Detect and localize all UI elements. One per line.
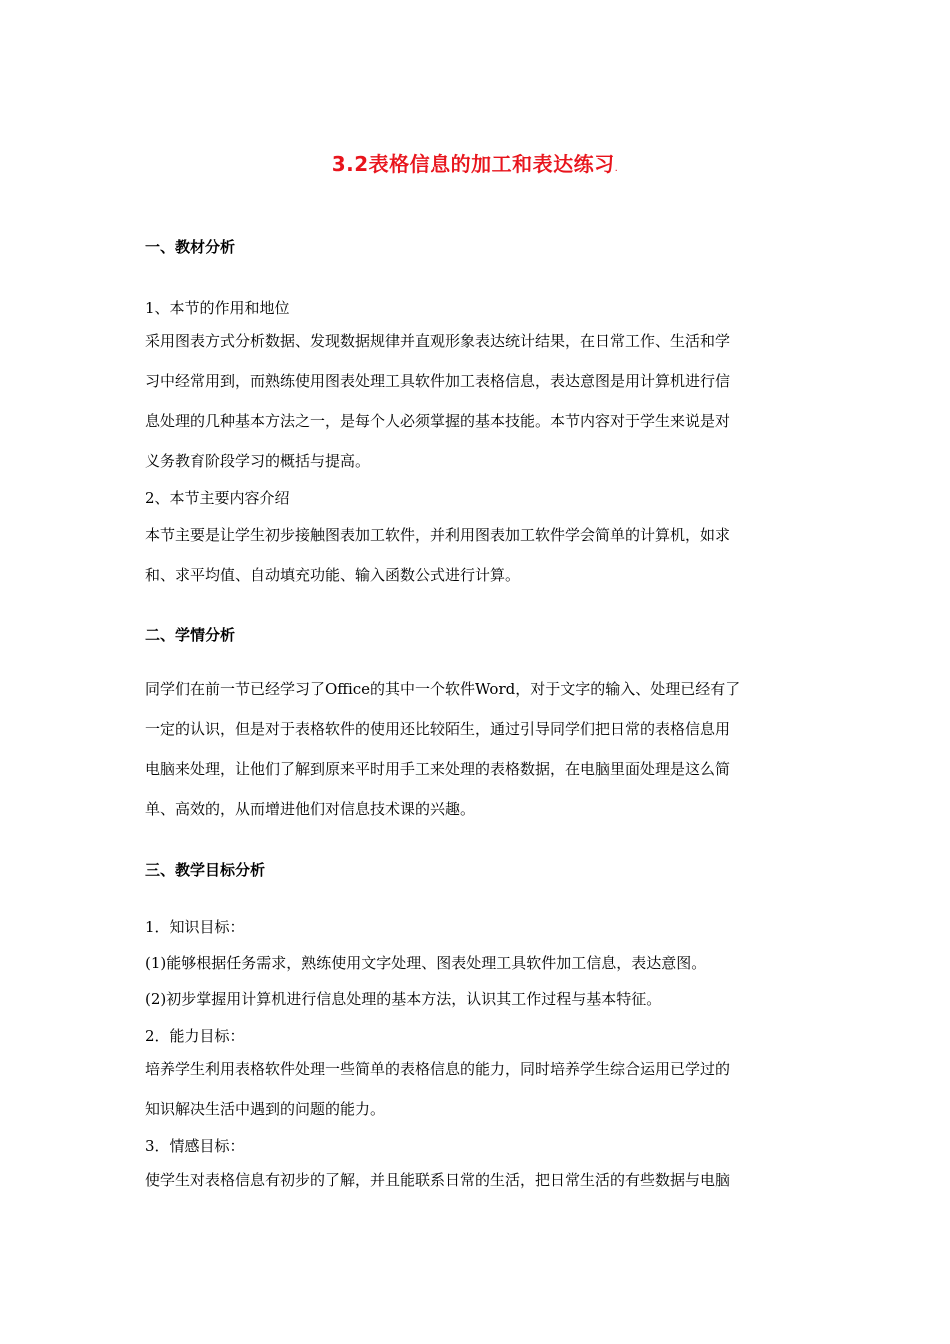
goal-1-item-1: (1)能够根据任务需求，熟练使用文字处理、图表处理工具软件加工信息，表达意图。 xyxy=(145,954,707,972)
title-mark: . xyxy=(614,163,619,174)
paragraph-line: 采用图表方式分析数据、发现数据规律并直观形象表达统计结果，在日常工作、生活和学 xyxy=(145,332,731,350)
section-heading-2: 二、学情分析 xyxy=(145,626,236,644)
goal-3-label: 3．情感目标： xyxy=(145,1137,245,1155)
paragraph-line: 本节主要是让学生初步接触图表加工软件，并利用图表加工软件学会简单的计算机，如求 xyxy=(145,526,731,544)
paragraph-line: 息处理的几种基本方法之一，是每个人必须掌握的基本技能。本节内容对于学生来说是对 xyxy=(145,412,731,430)
paragraph-line: 培养学生利用表格软件处理一些简单的表格信息的能力，同时培养学生综合运用已学过的 xyxy=(145,1060,731,1078)
paragraph-line: 使学生对表格信息有初步的了解，并且能联系日常的生活，把日常生活的有些数据与电脑 xyxy=(145,1171,731,1189)
paragraph-line: 知识解决生活中遇到的问题的能力。 xyxy=(145,1100,386,1118)
section-1-item-2-paragraph xyxy=(145,515,810,595)
title-text: 3.2表格信息的加工和表达练习 xyxy=(331,152,615,176)
goal-1-item-2: (2)初步掌握用计算机进行信息处理的基本方法，认识其工作过程与基本特征。 xyxy=(145,990,662,1008)
goal-2-paragraph xyxy=(145,1049,810,1129)
goal-2-label: 2．能力目标： xyxy=(145,1027,245,1045)
paragraph-line: 和、求平均值、自动填充功能、输入函数公式进行计算。 xyxy=(145,566,521,584)
section-1-item-2-label: 2、本节主要内容介绍 xyxy=(145,489,290,507)
paragraph-line: 一定的认识，但是对于表格软件的使用还比较陌生，通过引导同学们把日常的表格信息用 xyxy=(145,720,731,738)
section-1-item-1-paragraph xyxy=(145,321,810,481)
section-2-paragraph xyxy=(145,669,810,829)
paragraph-line: 单、高效的，从而增进他们对信息技术课的兴趣。 xyxy=(145,800,476,818)
goal-3-paragraph xyxy=(145,1160,810,1200)
document-title xyxy=(0,148,950,177)
goal-1-label: 1．知识目标： xyxy=(145,918,245,936)
paragraph-line: 同学们在前一节已经学习了Office的其中一个软件Word，对于文字的输入、处理已经有了 xyxy=(145,680,741,698)
paragraph-line: 义务教育阶段学习的概括与提高。 xyxy=(145,452,371,470)
paragraph-line: 习中经常用到，而熟练使用图表处理工具软件加工表格信息，表达意图是用计算机进行信 xyxy=(145,372,731,390)
section-heading-3: 三、教学目标分析 xyxy=(145,861,266,879)
section-1-item-1-label: 1、本节的作用和地位 xyxy=(145,299,290,317)
paragraph-line: 电脑来处理，让他们了解到原来平时用手工来处理的表格数据，在电脑里面处理是这么简 xyxy=(145,760,731,778)
section-heading-1: 一、教材分析 xyxy=(145,238,236,256)
